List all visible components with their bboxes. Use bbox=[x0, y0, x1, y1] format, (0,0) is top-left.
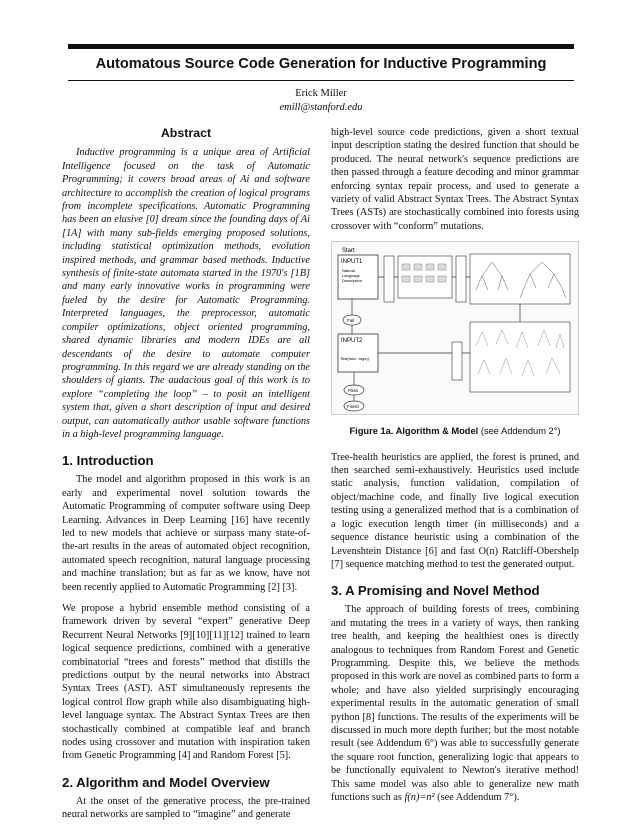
input1-sub-3: Description bbox=[342, 278, 363, 284]
algorithm-heading: 2. Algorithm and Model Overview bbox=[62, 774, 270, 790]
algorithm-diagram-svg bbox=[332, 242, 578, 414]
fail-label: Fail bbox=[347, 318, 355, 324]
figure-algorithm-diagram bbox=[331, 241, 579, 415]
left-column bbox=[62, 126, 310, 822]
algorithm-paragraph-2: Tree-health heuristics are applied, the forest is pruned, and then searched semi-exhaustively. Heuristics used include static analysis, function validation, compilation of object/machine code, and finally live logical execution testing using a generalized method that is a combination of a logic execution length timer (in milliseconds) and a sequence distance heuristic using a combination of the Levenshtein Distance [6] and fast O(n) Ratcliff-Obershelp [7] sequence matching method to test the generated output. bbox=[331, 451, 579, 570]
intro-heading: 1. Introduction bbox=[62, 453, 154, 469]
figure-caption-rest: (see Addendum 2°) bbox=[480, 426, 561, 437]
diagram-start-label: Start bbox=[342, 248, 355, 255]
title-rule bbox=[68, 80, 574, 81]
formula: f(n)=n² bbox=[404, 792, 435, 803]
right-column bbox=[331, 126, 579, 804]
input1-label: INPUT1 bbox=[341, 259, 363, 266]
abstract-heading: Abstract bbox=[160, 126, 212, 140]
top-rule bbox=[68, 44, 574, 49]
input2-sub: Test(func, args)) bbox=[340, 356, 369, 362]
intro-paragraph-2: We propose a hybrid ensemble method consisting of a framework driven by several “expert” generative Deep Recurrent Neural Networks [9][10][11][12] trained to learn logical sequence predictions, combined with a generative combinatorial “trees and forests” method that distills the predictions output by the neural networks into Abstract Syntax Trees (AST). AST simultaneously represents the logical control flow graph while also disambiguating high-level language syntax. The Abstract Syntax Trees are then stochastically combined at compatible leaf and branch nodes using crossover and mutation with inspiration taken from Genetic Programming [4] and Random Forest [5]. bbox=[62, 603, 310, 762]
ast-trees-box bbox=[470, 254, 570, 304]
input2-label: INPUT2 bbox=[341, 338, 363, 345]
tokenizer-box bbox=[384, 256, 394, 302]
novel-method-text-end: (see Addendum 7°). bbox=[437, 792, 520, 803]
paper-title: Automatous Source Code Generation for Inductive Programming bbox=[95, 56, 547, 72]
forest-search-box bbox=[470, 322, 570, 392]
novel-method-paragraph bbox=[331, 603, 579, 804]
algorithm-paragraph-1-continued: high-level source code predictions, given a short textual input description stating the desired function that should be produced. The neural network's sequence predictions are then passed through a feature decoding and minor grammar enforcing syntax repair process, and used to generate a variety of valid Abstract Syntax Trees. The Abstract Syntax Trees (ASTs) are stochastically combined into forests using crossover with “conform” mutations. bbox=[331, 127, 579, 232]
input1-sub-1: Natural bbox=[342, 268, 355, 274]
figure-caption-bold: Figure 1a. Algorithm & Model bbox=[349, 426, 479, 437]
ast-generator-box bbox=[456, 256, 466, 302]
test-function-box bbox=[452, 342, 462, 380]
pass-label: Pass bbox=[348, 388, 359, 394]
author-email: emill@stanford.edu bbox=[279, 102, 363, 113]
finish-label: Finish bbox=[347, 404, 360, 410]
input1-sub-2: Language bbox=[342, 273, 360, 279]
intro-paragraph-1: The model and algorithm proposed in this work is an early and experimental novel solution towards the Automatic Programming of computer software using Deep Learning. Advances in Deep Learning [16] have recently led to new models that achieve or surpass many state-of-the-art results in the areas of automated object recognition, automated speech recognition, natural language processing and machine translation; but as far as we know, have not been recently applied to Automatic Programming [2] [3]. bbox=[62, 474, 310, 593]
novel-method-heading: 3. A Promising and Novel Method bbox=[331, 583, 540, 599]
author-name: Erick Miller bbox=[295, 88, 347, 99]
abstract-text: Inductive programming is a unique area of Artificial Intelligence focused on the task of Automatic Programming; it covers broad areas of Ai and software architecture to accomplish the creation of logical programs from incomplete specifications. Automatic Programming has been an elusive [0] dream since the founding days of Ai [1A] with many sub-fields emerging proposed solutions, including statistical optimization methods, evolution inspired methods, and grammar based methods. Inductive synthesis of finite-state automata started in the 1970's [1B] and many early innovative works in programming were fueled by the desire for Automatic Programming. Interpreted languages, the preprocessor, automatic compiler optimizations, object oriented programming, shared dynamic libraries and modern IDEs are all descendants of the desire to automate computer programming. In this regard we are already standing on the shoulders of giants. The audacious goal of this work is to explore “completing the loop” – to posit an intelligent system that, given a short description of input and desired output, can automatically author usable software functions in a high-level programming language. bbox=[62, 147, 310, 440]
figure-caption bbox=[331, 425, 579, 438]
novel-method-text: The approach of building forests of trees, combining and mutating the trees in a variety of ways, then ranking tree health, and keeping the healthiest ones is directly analogous to techniques from Random Forest and Genetic Programming. Despite this, we believe the methods proposed in this work are novel as combined parts to form a whole; and have also yielded surprisingly encouraging experimental results in the automatic generation of small python [8] functions. The results of the experiments will be discussed in much more depth further; but the most notable result (see Addendum 6°) was able to successfully generate the square root function, generalizing logic that appears to be functionally equivalent to Newton's iterative method! This same model was also able to generalize new math functions such as bbox=[331, 604, 579, 803]
algorithm-paragraph-1: At the onset of the generative process, the pre-trained neural networks are sampled to “imagine” and generate bbox=[62, 795, 310, 821]
